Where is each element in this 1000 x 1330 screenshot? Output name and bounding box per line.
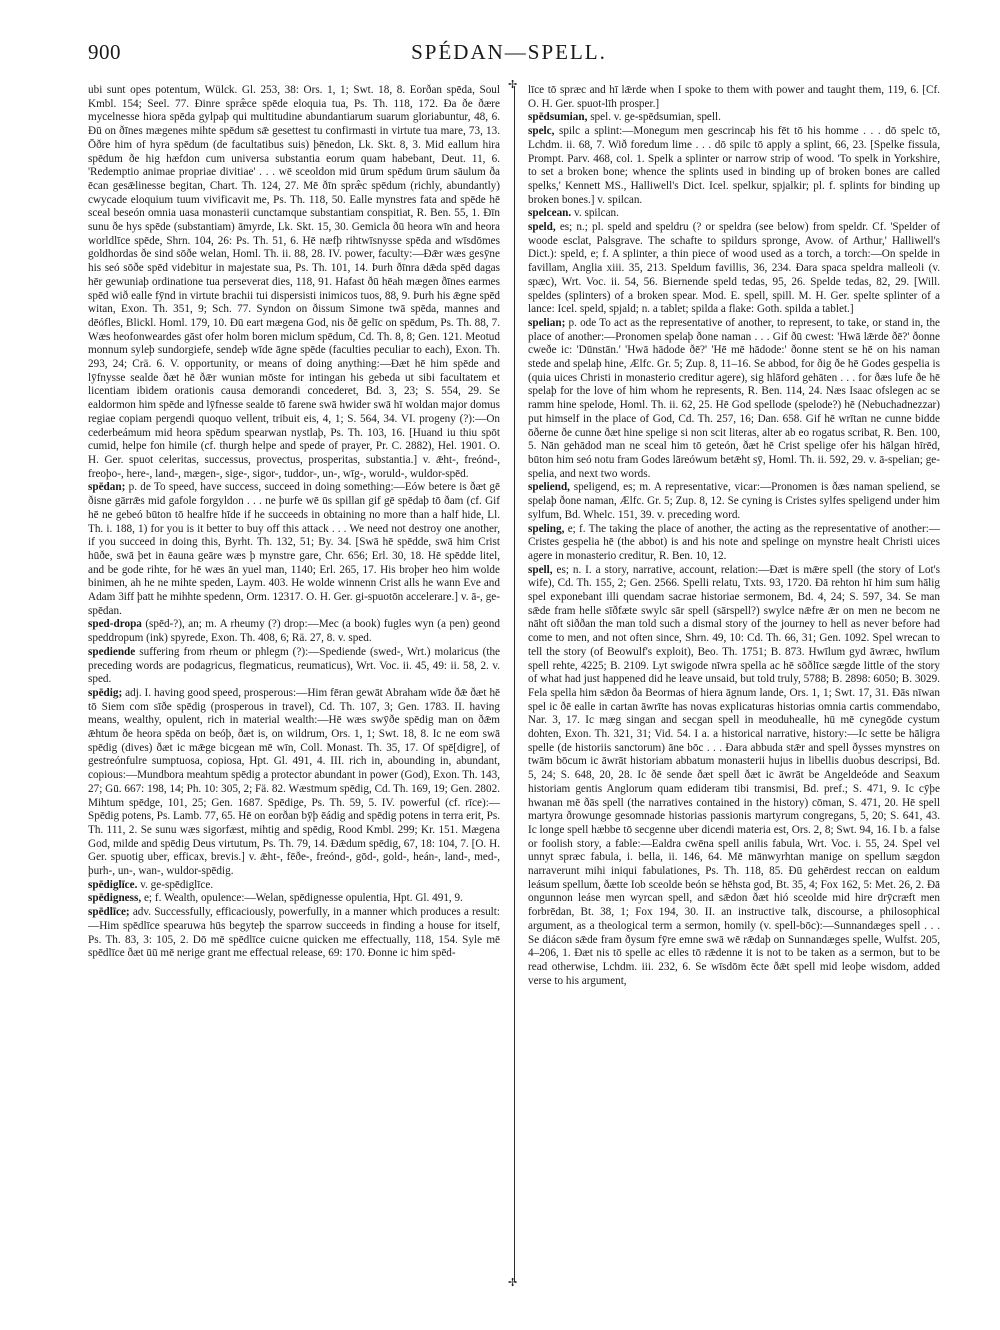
entry-headword: spediende (88, 645, 136, 658)
dictionary-entry (528, 564, 940, 989)
entry-text: e; f. The taking the place of another, the acting as the representative of another:—Cristes gespelia hē (the abbot) is and his note and spelinge on mynstre healt Christi uices agere in monasterio creditur, R. Ben. 10, 12. (528, 522, 940, 562)
ornament-icon: ✢ (508, 79, 518, 91)
dictionary-entry (88, 906, 500, 961)
entry-headword: spēdigness, (88, 892, 142, 905)
entry-headword: speliend, (528, 481, 570, 494)
entry-headword: spell, (528, 563, 553, 576)
entry-text: suffering from rheum or phlegm (?):—Spediende (swed-, Wrt.) molaricus (the preceding words are podagricus, flegmaticus, reumaticus), Wrt. Voc. ii. 45, 49: ii. 58, 2. v. sped. (88, 645, 500, 686)
entry-headword: spelian; (528, 316, 566, 329)
dictionary-entry (528, 317, 940, 481)
page-header (88, 40, 930, 72)
entry-headword: spelcean. (528, 207, 572, 220)
entry-text: v. spilcan. (574, 207, 619, 220)
dictionary-entry (528, 481, 940, 522)
right-column (528, 84, 940, 1286)
entry-text: adj. I. having good speed, prosperous:—Him fēran gewāt Abraham wīde ðǣ ðæt hē tō Siem com sīðe spēdig (prosperous in travel), Cd. Th. 107, 3; Gen. 1783. II. having means, wealthy, opulent, rich in material wealth:—Hē wæs swȳðe spēdig man on ðǣm ǣhtum ðe heora spēda on beóþ, ðæt is, on wildrum, Ors. 1, 1; Swt. 18, 8. Ic ne eom swā spēdig (dives) ðæt ic mǣge bicgean mē wīn, Coll. Monast. Th. 35, 17. Of spē[digre], of gestreónfulre sumptuosa, copiosa, Hpt. Gl. 491, 4. III. rich in, abounding in, abundant, copious:—Mundbora meahtum spēdig a protector abundant in power (God), Exon. Th. 143, 27; Gū. 667: 198, 14; Ph. 10: 305, 2; Fä. 82. Wæstmum spēdig, Cd. Th. 169, 19; Gen. 2802. Mihtum spēdge, 101, 25; Gen. 1687. Spēdige, Ps. Th. 59, 5. IV. powerful (cf. rīce):—Spēdig potens, Ps. Lamb. 77, 65. Hē on eorðan bȳþ ēádig and spēdig potens in terra erit, Ps. Th. 111, 2. Se sunu wæs sigorfæst, mihtig and spēdig, Rood Kmbl. 299; Kr. 151. Mægena God, milde and spēdig Deus virtutum, Ps. Th. 79, 14. Ðǣdum spēdig, 67, 18: 104, 7. [O. H. Ger. spuotig uber, efficax, brevis.] v. ǣht-, fēðe-, freónd-, gōd-, gold-, heán-, land-, med-, þurh-, un-, wan-, wuldor-spēdig. (88, 686, 500, 878)
entry-text: (spēd-?), an; m. A rheumy (?) drop:—Mec (a book) fugles wyn (a pen) geond speddropum (ink) spyrede, Exon. Th. 408, 6; Rä. 27, 8. v. sped. (88, 618, 500, 645)
dictionary-entry (528, 207, 940, 221)
dictionary-entry (88, 879, 500, 893)
dictionary-entry (88, 892, 500, 906)
dictionary-entry (528, 111, 940, 125)
entry-text: p. de To speed, have success, succeed in doing something:—Eów betere is ðæt gē ðisne gārrǣs mid gafole forgyldon . . . ne þurfe wē ūs spillan gif gē spēdaþ tō ðam (cf. Gif hē ne gebeó būton tō healfre hīde if he succeeds in obtaining no more than a half hide, Ll. Th. i. 188, 1) for you is it better to buy off this attack . . . We need not destroy one another, if you succeed in doing this, Byrht. Th. 132, 51; By. 34. [Swā hē spēdde, swā him Crist hūðe, swā þet in ēauna geāre wæs þ mynstre gare, Chr. 656; Erl. 30, 18. Hē spēdde litel, and be gode rihte, for hē wæs ān yuel man, 1140; Erl. 265, 17. His broþer heo him wolde binimen, ah he ne mihte speden, Laym. 403. He wolde winnenn Crist alls he wann Eve and Adam 3iff þatt he mihhte spedenn, Orm. 12317. O. H. Ger. gi-spuotōn accelerare.] v. ā-, ge-spēdan. (88, 481, 500, 617)
page-title: SPÉDAN—SPELL. (411, 40, 607, 64)
entry-text: v. ge-spēdiglīce. (140, 878, 214, 891)
ornament-icon: ✢ (508, 1277, 518, 1289)
dictionary-entry (88, 687, 500, 879)
dictionary-entry (528, 221, 940, 317)
entry-text: e; f. Wealth, opulence:—Welan, spēdignesse opulentia, Hpt. Gl. 491, 9. (143, 892, 463, 905)
entry-headword: sped-dropa (88, 618, 142, 631)
entry-text: adv. Successfully, efficaciously, powerfully, in a manner which produces a result:—Him spēdlīce spearuwa hūs begyteþ the sparrow succeeds in finding a house for itself, Ps. Th. 83, 3: 105, 2. Dō mē spēdlīce cuicne quicken me effectually, 118, 154. Syle mē spēdlīce ðæt ūū mē nerige grant me effectual release, 69: 170. Ðonne ic him spēd- (88, 906, 500, 960)
dictionary-entry (88, 481, 500, 618)
entry-text: spilc a splint:—Monegum men gescrincaþ his fēt tō his homme . . . dō spelc tō, Lchdm. ii. 68, 7. Wið foredum lime . . . dō spilc tō apply a splint, 66, 23. [Spelke fissula, Prompt. Parv. 468, col. 1. Spelk a splinter or narrow strip of wood. 'To spelk in Yorkshire, to set a broken bone; whence the splints used in binding up of broken bones are called spelks,' Kennett MS., Halliwell's Dict. Icel. spelkur, spjalkir; pl. f. splints for binding up broken bones.] v. spilcan. (528, 125, 940, 206)
dictionary-entry (88, 646, 500, 687)
page-number: 900 (88, 40, 121, 64)
entry-text: līce tō spræc and hī lǣrde when I spoke to them with power and taught them, 119, 6. [Cf. O. H. Ger. spuot-līh prosper.] (528, 84, 940, 110)
entry-text: p. ode To act as the representative of another, to represent, to take, or stand in, the place of another:—Pronomen spelaþ ðone naman . . . Gif ðū cwest: 'Hwā lǣrde ðē?' ðonne cweðe ic: 'Dūnstān.' 'Hwā hādode ðē?' 'Hē mē hādode:' ðonne stent se hē on his naman stede and spelaþ hine, Ælfc. Gr. 5; Zup. 8, 11–16. Se abbod, for ðig ðe hē Godes gespelia is (quia uices Christi in monasterio creditur agere), sig hlāford gehāten . . . for ðæs lufe ðe hē spelaþ for the love of him whom he represents, R. Ben. 114, 24. Næs Isaac ofslegen ac se ramm hine spelode, Homl. Th. ii. 62, 25. Hē God spellode (spelode?) hē (Nebuchadnezzar) put himself in the place of God, Cd. Th. 257, 16; Dan. 658. Gif hē wrītan ne cunne bidde ōðerne ðe cunne ðæt hine spelige si non scit literas, alter ab eo rogatus scribat, R. Ben. 100, 5. Nān gehādod man ne sceal him tō geteón, ðæt hē Crist spelige ofer his hālgan hīrēd, būton him seó notu fram Godes lāreówum betǣht sȳ, Homl. Th. ii. 592, 29. v. ā-spelian; ge-spelia, and next two words. (528, 316, 940, 480)
dictionary-entry (528, 84, 940, 111)
entry-text: ubi sunt opes potentum, Wülck. Gl. 253, 38: Ors. 1, 1; Swt. 18, 8. Eorðan spēda, Soul Kmbl. 154; Seel. 77. Ðinre spræ̂ce spēde eloquia tua, Ps. Th. 118, 172. Ða ðe ðære mycelnesse hiora spēda gylpaþ qui multitudine abundantiarum suarum gloriabuntur, 48, 6. Ðū on ðīnes mægenes mihte spēdum sǣ gesettest tu confirmasti in virtute tua mare, 73, 13. Ōðre him of hyra spēdum (de facultatibus suis) þēnedon, Lk. Skt. 8, 3. Mid eallum hira spēdum ðe hig hæfdon cum universa substantia eorum quam habebant, Deut. 11, 6. 'Redemptio animae propriae divitiae' . . . wē sceoldon mid ūrum spēdum ūrum sāulum ða ēcan gesǣlinesse begitan, Chart. Th. 124, 27. Mē ðīn spræ̂c spēdum (richly, abundantly) cwycade eloquium tuum vivificavit me, Ps. Th. 118, 50. Ealle mynstres fata and spēde hē sceal beseón omnia uasa monasterii cunctamque substantiam conspitiat, R. Ben. 55, 1. Ðīn sunu ðe hys spēde (substantiam) āmyrde, Lk. Skt. 15, 30. Gemicla ðū heora wīn and heora worldlīce spēde, Shrn. 104, 26: Ps. Th. 51, 6. Hē næfþ rihtwīsnysse spēda and wīsdōmes goldhordas ðe sind sōðe welan, Homl. Th. ii. 88, 28. IV. power, faculty:—Ðǣr wæs gesȳne his seó sōðe spēd videbitur in majestate sua, Ps. Th. 101, 14. Þurh ðīnra dǣda spēd dagas hēr gewuniaþ ordinatione tua perseverat dies, 118, 91. Hafast ðū hēah mægen ðīnes earmes spēd wið ealle fȳnd in virtute brachii tui dispersisti inimicos tuos, 88, 9. Þurh his ǣgne spēd witan, Exon. Th. 351, 9; Sch. 77. Syndon on ðissum Simone twā spēda, mannes and dēófles, Blickl. Homl. 179, 10. Ðū eart mægena God, nis ðē gelīc on spēdum, Ps. Th. 88, 7. Wæs heofonweardes gāst ofer holm boren miclum spēdum, Cd. Th. 8, 8; Gen. 121. Meotud monnum syleþ sundorgiefe, sendeþ wīde āgne spēde (faculties peculiar to each), Exon. Th. 293, 24; Crä. 6. V. opportunity, or means of doing anything:—Ðæt hē him spēde and lȳfnysse sealde ðæt hē ðǣr wunian mōste for intingan his gebeda ut sibi facultatem et licentiam ibidem orationis causa demorandi concederet, Bd. 3, 23; S. 554, 29. Se ealdormon him spēde and lȳfnesse sealde tō farene swā hwider swā hī woldan major domus regiae copiam pergendi quoquo vellent, tribuit eis, 4, 1; S. 564, 34. VI. progeny (?):—On cederbeámum mid heora spēdum spearwan nystlaþ, Ps. Th. 103, 16. [Huand iu thiu spōt cumid, helpe fon himile (cf. thurgh helpe and spede of prayer, Pr. C. 2882), Hel. 1901. O. H. Ger. spuot celeritas, successus, provectus, prosperitas, substantia.] v. ǣht-, freónd-, freoþo-, here-, land-, mægen-, sige-, sigor-, tuddor-, un-, wīg-, woruld-, wuldor-spēd. (88, 84, 500, 480)
entry-text: es; n. I. a story, narrative, account, relation:—Ðæt is mǣre spell (the story of Lot's wife), Cd. Th. 155, 2; Gen. 2566. Spelli relatu, Txts. 93, 1720. Ðā rehton hī him sum hālig spel exponebant illi quendam sacrae historiae sermonem, Bd. 4, 24; S. 597, 34. Se man sǣde fram helle sīðfæte swylc sār spell (sārspell?) swylce nǣfre ǣr on men ne becom ne nāht oft siððan the man told such a dismal story of the journey to hell as never before had come to men, and not often since, Shrn. 49, 10: Cd. Th. 66, 31; Gen. 1092. Spel wrecan to tell the story (of Beowulf's exploit), Beo. Th. 1751; B. 873. Hwīlum gyd āwræc, hwīlum spell rehte, 4225; B. 2109. Lyt swigode nīwra spella ac hē sōðlīce sægde little of the story of what had just happened did he leave unsaid, but told truly, 5788; B. 2898: 6050; B. 3029. Fela spella him sǣdon ða Beormas of hiera āgnum lande, Ors. 1, 1; Swt. 17, 31. Ðās nīwan spel ic ðē ealle in cartan āwrīte has novas explicaturas historias omnia cartis commendabo, Nar. 3, 17. Ic mæg singan and secgan spell in meoduhealle, hū mē cynegōde cystum dohten, Exon. Th. 321, 31; Vid. 54. I a. a historical narrative, history:—Ic sette be hāligra spelle (de historiis sanctorum) āne bōc . . . Ðara abbuda stǣr and spell ðysses mynstres on twām bōcum ic āwrāt historiam abbatum monasterii hujus in libellis duobus descripsi, Bd. 5, 24; S. 648, 20, 28. Ic ðē sende ðæt spell ðæt ic āwrāt be Angeldeóde and Seaxum historiam gentis Anglorum quam edideram tibi transmisi, Bd. pref.; S. 471, 9. Ic cȳþe hwanan mē ðās spell (the narratives contained in the history) cōman, S. 471, 20. Hē spell martyra ðrowunge gesomnade historias passionis martyrum congregans, 5, 20; S. 641, 43. Ic longe spell hæbbe tō secgenne uber dicendi materia est, Ors. 2, 8; Swt. 94, 16. I b. a false or foolish story, a fable:—Ealdra cwēna spell anilis fabula, Wrt. Voc. i. 55, 24. Spel vel unnyt spræc fabula, i. bella, ii. 146, 64. Mē mānwyrhtan manige on spellum sægdon narraverunt mihi iniqui fabulationes, Ps. Th. 118, 85. Ðū gehērdest reccan on ealdum leásum spellum, ðætte Iob sceolde beón se hēhsta god, Bt. 35, 4; Fox 162, 5: Met. 26, 2. Ðā ongunnon leáse men wyrcan spell, and sǣdon ðæt hió sceolde mid hire drȳcræft men forbrēdan, Bt. 38, 1; Fox 194, 30. II. an instructive talk, discourse, a philosophical argument, as a theological term a sermon, homily (v. spell-bōc):—Sunnandæges spell . . . Se diácon sǣde fram ðysum fȳre emne swā wē rǣdaþ on Sunnandæges spelle, Wulfst. 205, 4–206, 1. Ðæt nis tō spelle ac elles tō rǣdenne it is not to be taken as a sermon, but to be read otherwise, Lchdm. iii. 232, 6. Se wīsdōm ēcte ðǣt spell mid leoþe wisdom, added verse to his argument, (528, 563, 940, 987)
entry-headword: spēdsumian, (528, 111, 588, 124)
dictionary-entry (528, 523, 940, 564)
entry-headword: speld, (528, 221, 556, 234)
entry-headword: spelc, (528, 125, 555, 138)
entry-text: es; n.; pl. speld and speldru (? or speldra (see below) from speldr. Cf. 'Spelder of woode esclat, Palsgrave. The schafte to spildurs spronge, Avow. of Arthur,' Halliwell's Dict.): speld, e; f. A splinter, a thin piece of wood used as a torch, a torch:—On spelde in favillam, Anglia xiii. 35, 213. Speldum favillis, 36, 234. Ðara spaca speldra malleoli (v. spæc), Wrt. Voc. ii. 54, 56. Biernende speld tedas, 95, 26. Spelde tedas, 82, 29. [Will. speldes (splinters) of a broken spear. Mod. E. spell, spill. M. H. Ger. spelte splinter of a lance: Icel. speld, spjald; n. a tablet; spilda a flake: Goth. spilda a tablet.] (528, 221, 940, 316)
entry-text: speligend, es; m. A representative, vicar:—Pronomen is ðæs naman speliend, se spelaþ ðone naman, Ælfc. Gr. 5; Zup. 8, 12. Se cyning is Cristes sylfes speligend under him sylfum, Bd. Whelc. 151, 39. v. preceding word. (528, 481, 940, 521)
dictionary-entry (88, 84, 500, 481)
dictionary-entry (88, 618, 500, 645)
entry-headword: spēdiglīce. (88, 878, 138, 891)
entry-headword: spēdig; (88, 686, 123, 699)
column-divider (514, 86, 515, 1282)
entry-headword: spēdlīce; (88, 906, 130, 919)
entry-text: spel. v. ge-spēdsumian, spell. (590, 111, 721, 124)
entry-headword: spēdan; (88, 481, 126, 494)
entry-headword: speling, (528, 522, 565, 535)
left-column (88, 84, 500, 1286)
dictionary-entry (528, 125, 940, 207)
